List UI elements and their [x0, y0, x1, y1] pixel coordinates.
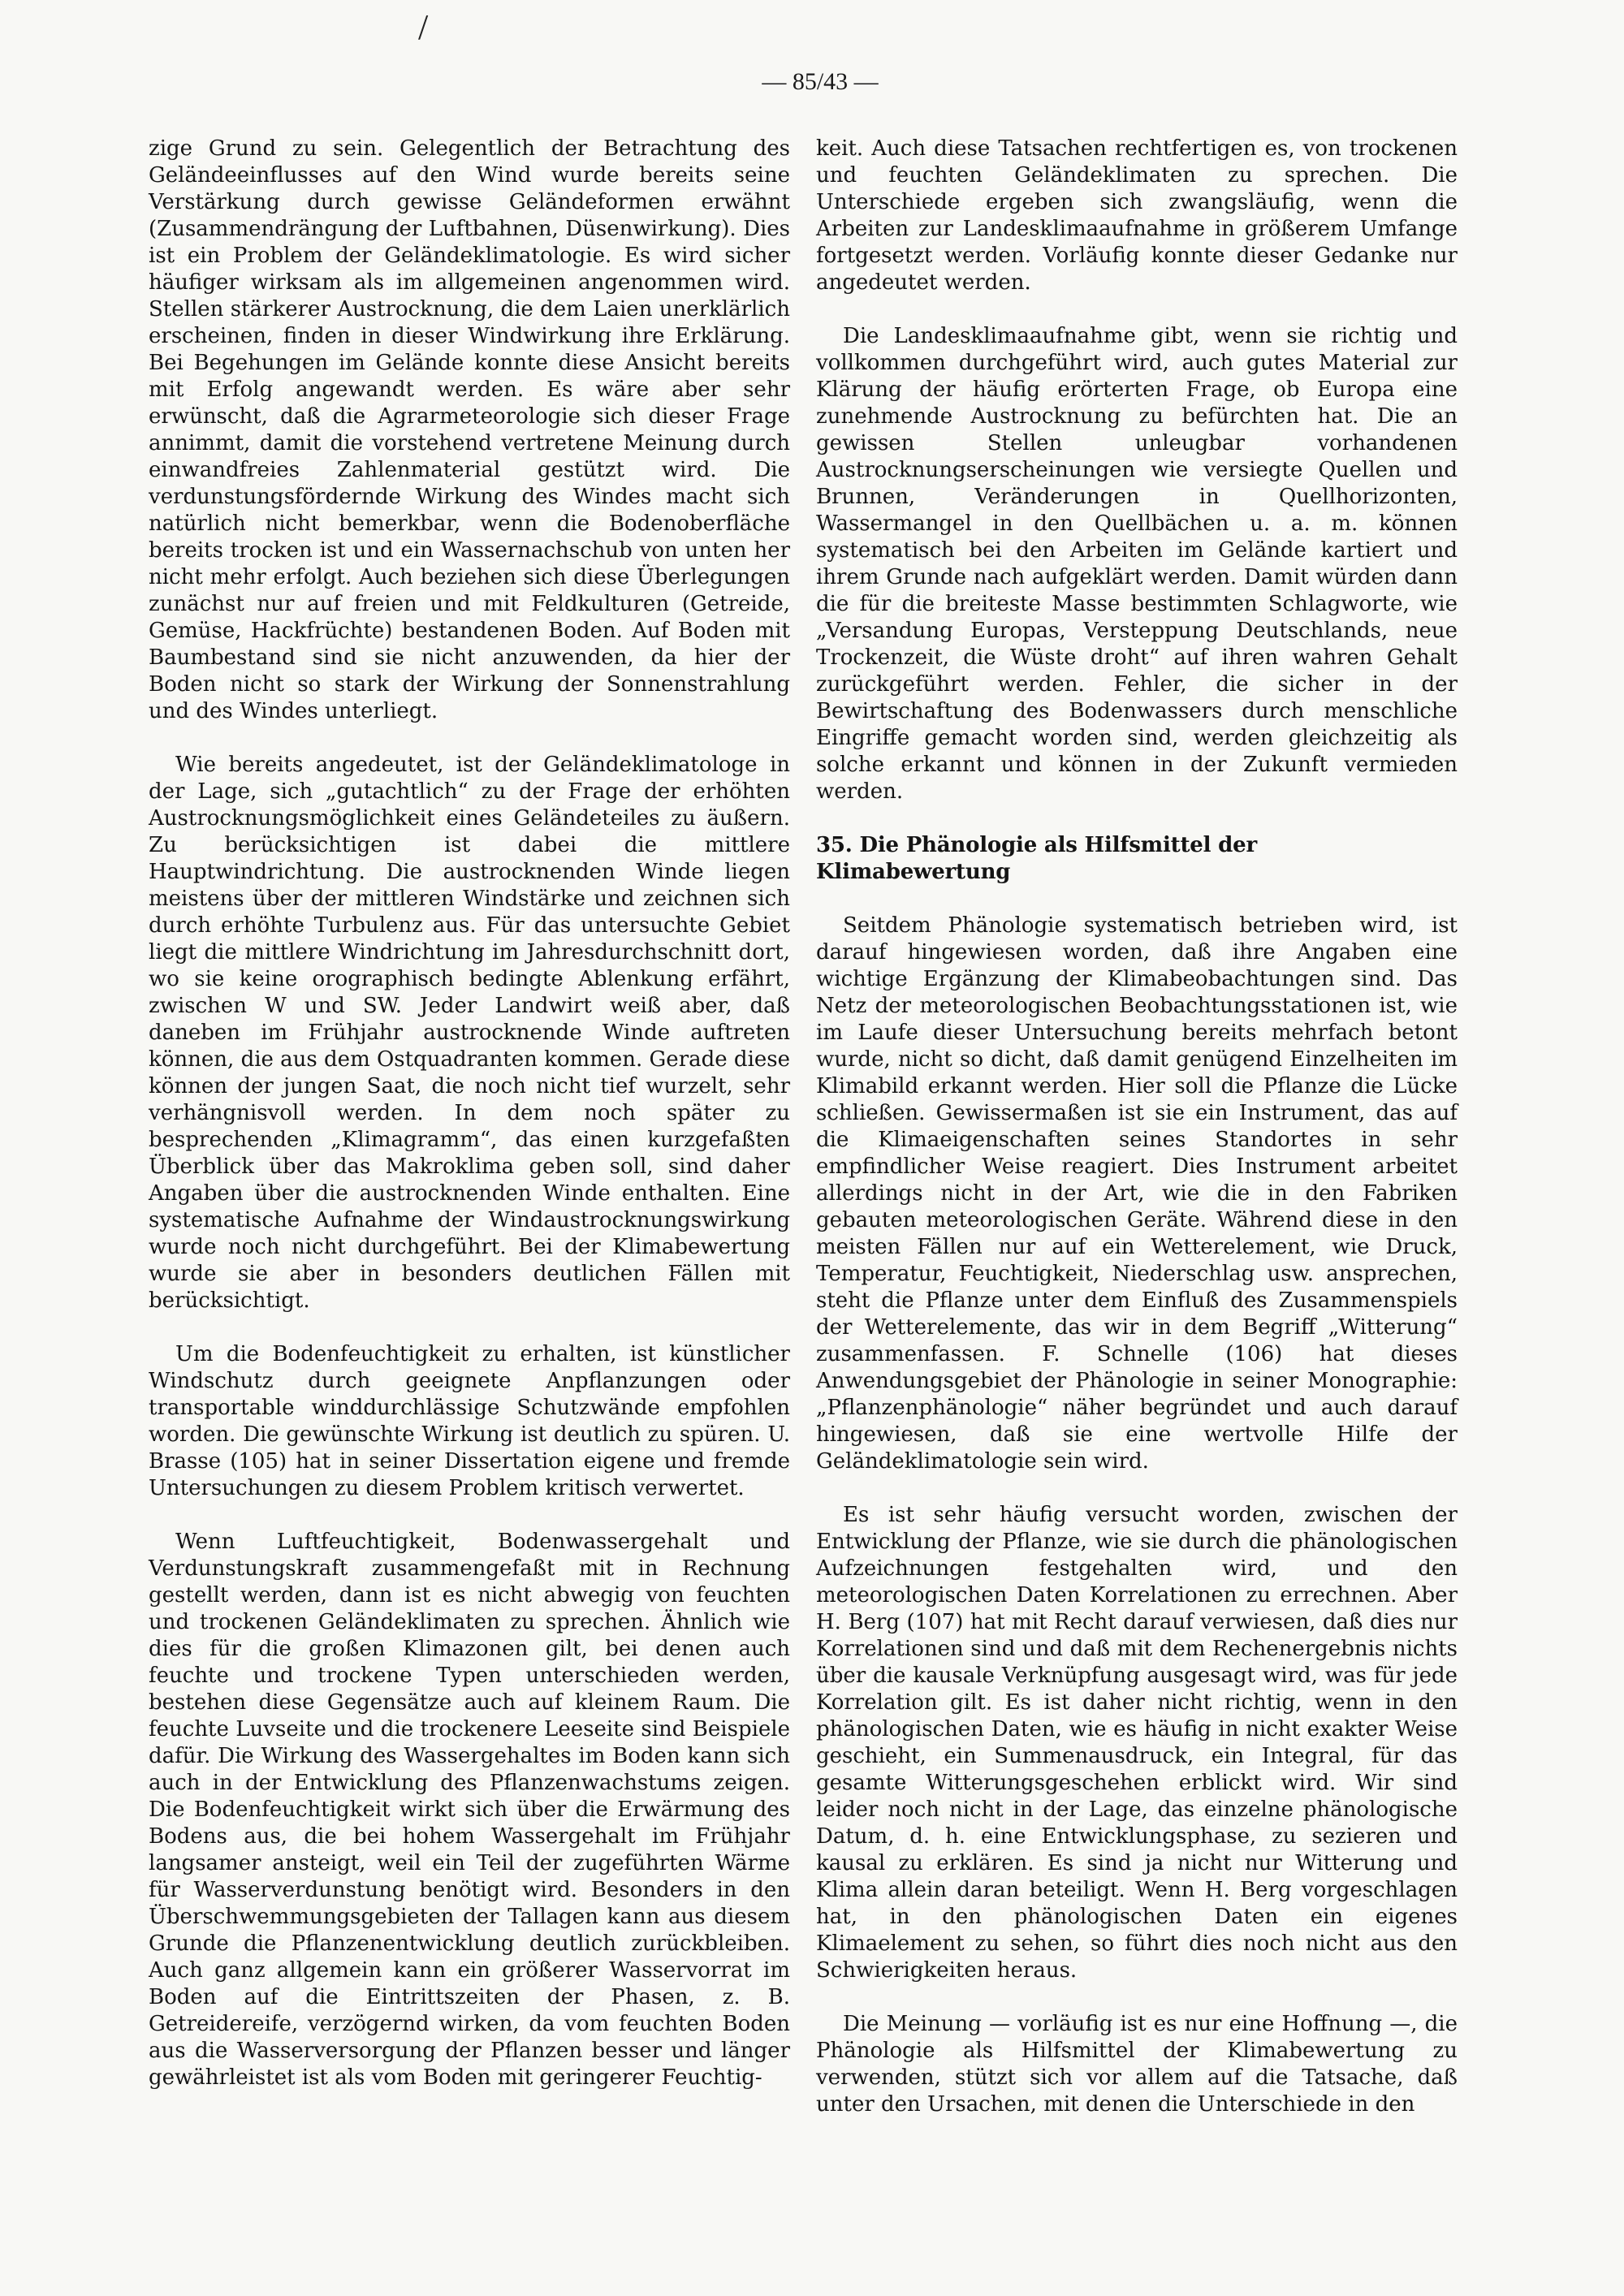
- paragraph: Seitdem Phänologie systematisch betrieben wird, ist darauf hingewiesen worden, daß ihre Angaben eine wichtige Ergänzung der Klimabeobachtungen sind. Das Netz der meteorologischen Beobachtungsstationen ist, wie im Laufe dieser Untersuchung bereits mehrfach betont wurde, nicht so dicht, daß damit genügend Einzelheiten im Klimabild erkannt werden. Hier soll die Pflanze die Lücke schließen. Gewissermaßen ist sie ein Instrument, das auf die Klimaeigenschaften seines Standortes in sehr empfindlicher Weise reagiert. Dies Instrument arbeitet allerdings nicht in der Art, wie die in den Fabriken gebauten meteorologischen Geräte. Während diese in den meisten Fällen nur auf ein Wetterelement, wie Druck, Temperatur, Feuchtigkeit, Niederschlag usw. ansprechen, steht die Pflanze unter dem Einfluß des Zusammenspiels der Wetterelemente, das wir in dem Begriff „Witterung“ zusammenfassen. F. Schnelle (106) hat dieses Anwendungsgebiet der Phänologie in seiner Monographie: „Pflanzenphänologie“ näher begründet und auch darauf hingewiesen, daß sie eine wertvolle Hilfe der Geländeklimatologie sein wird.: [816, 913, 1458, 1474]
- paragraph: Die Landesklimaaufnahme gibt, wenn sie richtig und vollkommen durchgeführt wird, auch gutes Material zur Klärung der häufig erörterten Frage, ob Europa eine zunehmende Austrocknung zu befürchten hat. Die an gewissen Stellen unleugbar vorhandenen Austrocknungserscheinungen wie versiegte Quellen und Brunnen, Veränderungen in Quellhorizonten, Wassermangel in den Quellbächen u. a. m. können systematisch bei den Arbeiten im Gelände kartiert und ihrem Grunde nach aufgeklärt werden. Damit würden dann die für die breiteste Masse bestimmten Schlagworte, wie „Versandung Europas, Versteppung Deutschlands, neue Trockenzeit, die Wüste droht“ auf ihren wahren Gehalt zurückgeführt werden. Fehler, die sicher in der Bewirtschaftung des Bodenwassers durch menschliche Eingriffe gemacht worden sind, werden gleichzeitig als solche erkannt und können in der Zukunft vermieden werden.: [816, 324, 1458, 804]
- pen-mark: /: [418, 7, 429, 47]
- paragraph: Um die Bodenfeuchtigkeit zu erhalten, ist künstlicher Windschutz durch geeignete Anpflanzungen oder transportable winddurchlässige Schutzwände empfohlen worden. Die gewünschte Wirkung ist deutlich zu spüren. U. Brasse (105) hat in seiner Dissertation eigene und fremde Untersuchungen zu diesem Problem kritisch verwertet.: [149, 1342, 790, 1500]
- left-column: [149, 136, 790, 2118]
- paragraph: Es ist sehr häufig versucht worden, zwischen der Entwicklung der Pflanze, wie sie durch die phänologischen Aufzeichnungen festgehalten wird, und den meteorologischen Daten Korrelationen zu errechnen. Aber H. Berg (107) hat mit Recht darauf verwiesen, daß dies nur Korrelationen sind und daß mit dem Rechenergebnis nichts über die kausale Verknüpfung ausgesagt wird, was für jede Korrelation gilt. Es ist daher nicht richtig, wenn in den phänologischen Daten, wie es häufig in nicht exakter Weise geschieht, ein Summenausdruck, ein Integral, für das gesamte Witterungsgeschehen erblickt wird. Wir sind leider noch nicht in der Lage, das einzelne phänologische Datum, d. h. eine Entwicklungsphase, zu sezieren und kausal zu erklären. Es sind ja nicht nur Witterung und Klima allein daran beteiligt. Wenn H. Berg vorgeschlagen hat, in den phänologischen Daten ein eigenes Klimaelement zu sehen, so führt dies noch nicht aus den Schwierigkeiten heraus.: [816, 1503, 1458, 1983]
- right-column: [816, 136, 1458, 2145]
- paragraph: keit. Auch diese Tatsachen rechtfertigen es, von trockenen und feuchten Geländeklimaten zu sprechen. Die Unterschiede ergeben sich zwangsläufig, wenn die Arbeiten zur Landesklimaaufnahme in größerem Umfange fortgesetzt werden. Vorläufig konnte dieser Gedanke nur angedeutet werden.: [816, 136, 1458, 295]
- paragraph: Wie bereits angedeutet, ist der Geländeklimatologe in der Lage, sich „gutachtlich“ zu der Frage der erhöhten Austrocknungsmöglichkeit eines Geländeteiles zu äußern. Zu berücksichtigen ist dabei die mittlere Hauptwindrichtung. Die austrocknenden Winde liegen meistens über der mittleren Windstärke und zeichnen sich durch erhöhte Turbulenz aus. Für das untersuchte Gebiet liegt die mittlere Windrichtung im Jahresdurchschnitt dort, wo sie keine orographisch bedingte Ablenkung erfährt, zwischen W und SW. Jeder Landwirt weiß aber, daß daneben im Frühjahr austrocknende Winde auftreten können, die aus dem Ostquadranten kommen. Gerade diese können der jungen Saat, die noch nicht tief wurzelt, sehr verhängnisvoll werden. In dem noch später zu besprechenden „Klimagramm“, das einen kurzgefaßten Überblick über das Makroklima geben soll, sind daher Angaben über die austrocknenden Winde enthalten. Eine systematische Aufnahme der Windaustrocknungswirkung wurde noch nicht durchgeführt. Bei der Klimabewertung wurde sie aber in besonders deutlichen Fällen mit berücksichtigt.: [149, 753, 790, 1313]
- paragraph: Die Meinung — vorläufig ist es nur eine Hoffnung —, die Phänologie als Hilfsmittel der Klimabewertung zu verwenden, stützt sich vor allem auf die Tatsache, daß unter den Ursachen, mit denen die Unterschiede in den: [816, 2012, 1458, 2117]
- page-number: — 85/43 —: [762, 68, 879, 95]
- paragraph: Wenn Luftfeuchtigkeit, Bodenwassergehalt und Verdunstungskraft zusammengefaßt mit in Rechnung gestellt werden, dann ist es nicht abwegig von feuchten und trockenen Geländeklimaten zu sprechen. Ähnlich wie dies für die großen Klimazonen gilt, bei denen auch feuchte und trockene Typen unterschieden werden, bestehen diese Gegensätze auch auf kleinem Raum. Die feuchte Luvseite und die trockenere Leeseite sind Beispiele dafür. Die Wirkung des Wassergehaltes im Boden kann sich auch in der Entwicklung des Pflanzenwachstums zeigen. Die Bodenfeuchtigkeit wirkt sich über die Erwärmung des Bodens aus, die bei hohem Wassergehalt im Frühjahr langsamer ansteigt, weil ein Teil der zugeführten Wärme für Wasserverdunstung benötigt wird. Besonders in den Überschwemmungsgebieten der Tallagen kann aus diesem Grunde die Pflanzenentwicklung deutlich zurückbleiben. Auch ganz allgemein kann ein größerer Wasservorrat im Boden auf die Eintrittszeiten der Phasen, z. B. Getreidereife, verzögernd wirken, da vom feuchten Boden aus die Wasserversorgung der Pflanzen besser und länger gewährleistet ist als vom Boden mit geringerer Feuchtig-: [149, 1530, 790, 2090]
- paragraph: zige Grund zu sein. Gelegentlich der Betrachtung des Geländeeinflusses auf den Wind wurde bereits seine Verstärkung durch gewisse Geländeformen erwähnt (Zusammendrängung der Luftbahnen, Düsenwirkung). Dies ist ein Problem der Geländeklimatologie. Es wird sicher häufiger wirksam als im allgemeinen angenommen wird. Stellen stärkerer Austrocknung, die dem Laien unerklärlich erscheinen, finden in dieser Windwirkung ihre Erklärung. Bei Begehungen im Gelände konnte diese Ansicht bereits mit Erfolg angewandt werden. Es wäre aber sehr erwünscht, daß die Agrarmeteorologie sich dieser Frage annimmt, damit die vorstehend vertretene Meinung durch einwandfreies Zahlenmaterial gestützt wird. Die verdunstungsfördernde Wirkung des Windes macht sich natürlich nicht bemerkbar, wenn die Bodenoberfläche bereits trocken ist und ein Wassernachschub von unten her nicht mehr erfolgt. Auch beziehen sich diese Überlegungen zunächst nur auf freien und mit Feldkulturen (Getreide, Gemüse, Hackfrüchte) bestandenen Boden. Auf Boden mit Baumbestand sind sie nicht anzuwenden, da hier der Boden nicht so stark der Wirkung der Sonnenstrahlung und des Windes unterliegt.: [149, 136, 790, 723]
- section-heading: 35. Die Phänologie als Hilfsmittel der Klimabewertung: [816, 833, 1257, 884]
